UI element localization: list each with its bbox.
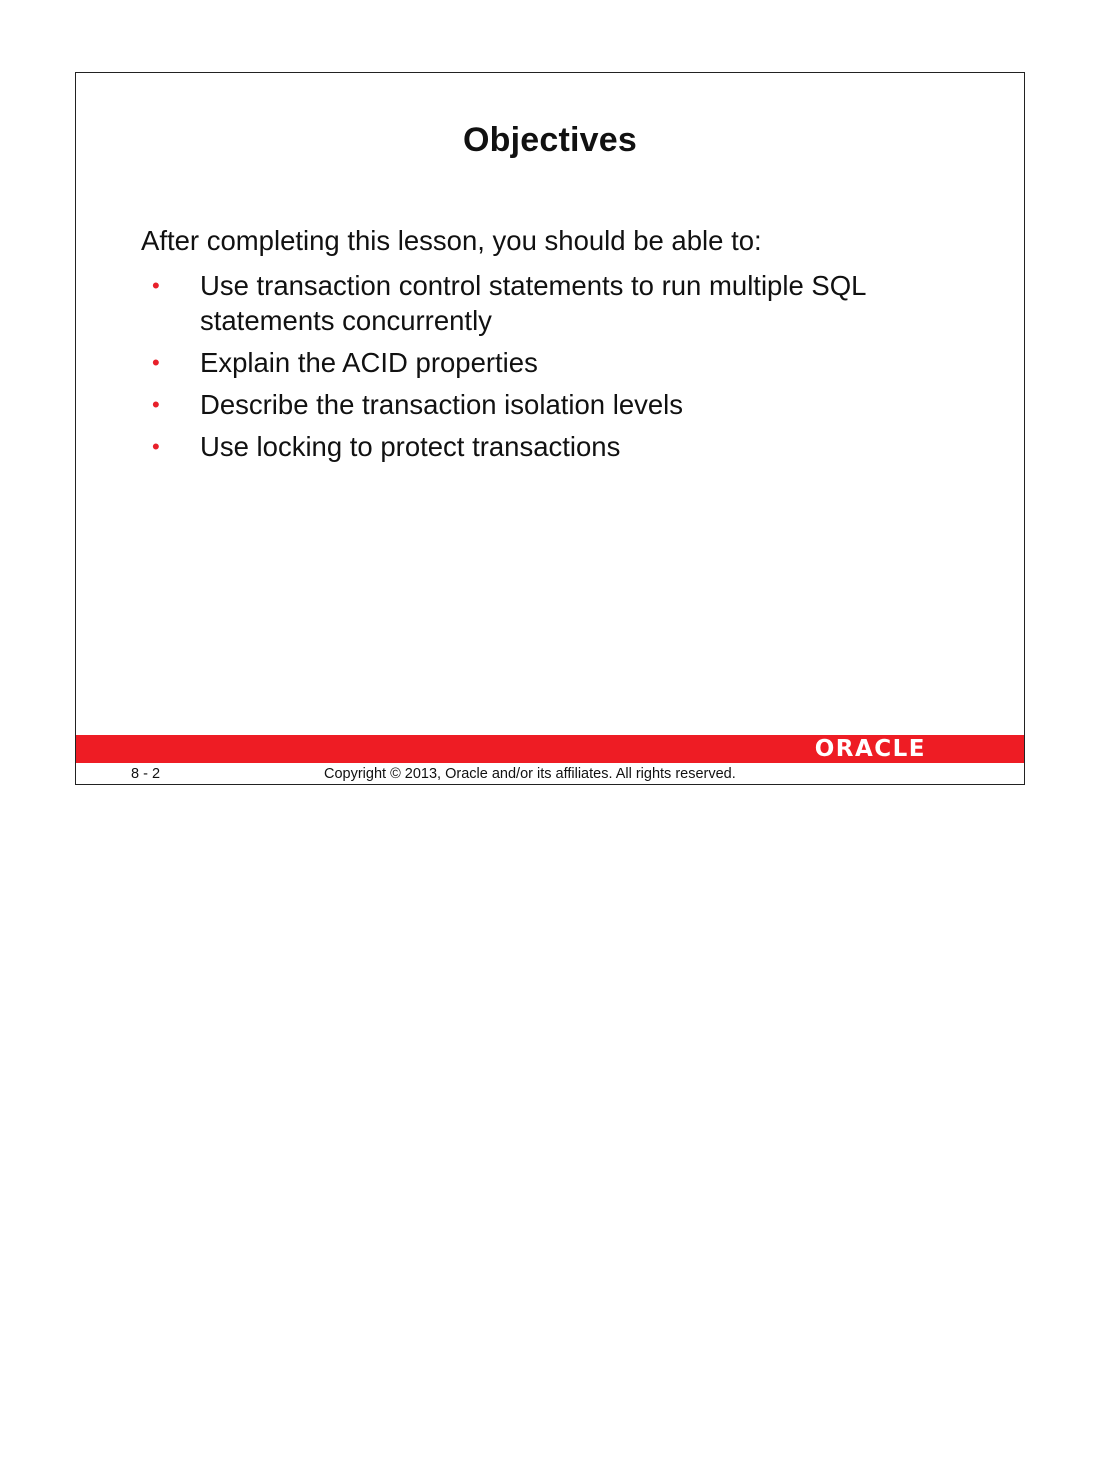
page-number: 8 - 2 xyxy=(131,766,161,782)
oracle-logo: ORACLE xyxy=(814,736,926,762)
intro-text: After completing this lesson, you should be able to: xyxy=(141,225,762,256)
bullet-icon: • xyxy=(152,350,160,375)
bullet-icon: • xyxy=(152,273,160,298)
list-item xyxy=(141,268,961,338)
list-item-text: Describe the transaction isolation levels xyxy=(200,389,684,420)
slide xyxy=(75,72,1025,785)
slide-footer xyxy=(76,763,1024,785)
bullet-icon: • xyxy=(152,434,160,459)
list-item-text: Use transaction control statements to run multiple SQL statements concurrently xyxy=(200,270,866,336)
footer-band xyxy=(76,735,1024,763)
bullet-icon: • xyxy=(152,392,160,417)
list-item xyxy=(141,387,961,422)
list-item-text: Explain the ACID properties xyxy=(200,347,538,378)
list-item xyxy=(141,429,961,464)
slide-title: Objectives xyxy=(463,121,637,159)
copyright-text: Copyright © 2013, Oracle and/or its affiliates. All rights reserved. xyxy=(324,766,736,782)
objectives-list xyxy=(141,268,961,471)
list-item xyxy=(141,345,961,380)
list-item-text: Use locking to protect transactions xyxy=(200,431,621,462)
